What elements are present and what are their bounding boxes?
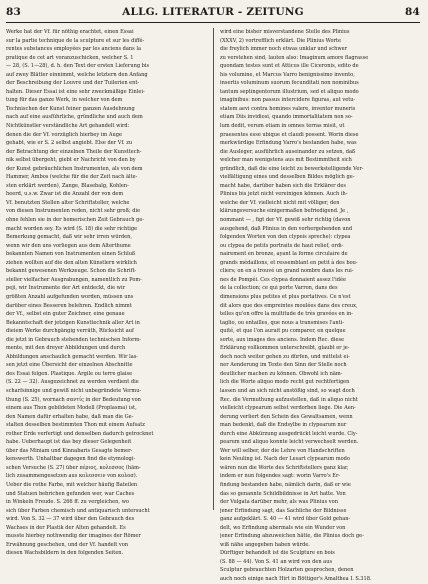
- text-line: sich über Farben chemisch und antiquarisch untersucht: [6, 507, 150, 514]
- text-line: macht habe, darüber haben sich die Erklärer des: [220, 182, 346, 189]
- text-line: dimensions plus petites et plus portatives. Ce n'est: [220, 293, 351, 300]
- text-line: heerd, u.s.w. Zwar ist die Anzahl der von dem: [6, 191, 124, 198]
- left-page-number: 83: [6, 6, 22, 18]
- text-line: habe. Ueberhaupt ist das bey dieser Gelegenheit: [6, 439, 132, 446]
- text-line: statem aevi contra homines valere, inventor muneris: [220, 105, 356, 112]
- text-line: kenswerth. Unhaltbar dagegen find die etymologi-: [6, 456, 136, 463]
- text-line: (S. 22 — 32). Ausgezeichnet zu werden verdient die: [6, 379, 139, 386]
- text-line: Bekanntschaft der jetzigen Kunsttechnik aller Art in: [6, 319, 140, 326]
- text-line: sten erklärt werden), Zange, Blasebalg, Kohlen-: [6, 182, 129, 189]
- text-line: jener Erfindung abzuweichen hätte, die Plinius doch ge-: [220, 533, 364, 540]
- text-line: mente, mit den dreyer Abbildungen und durch: [6, 345, 126, 352]
- text-line: deutlicher machen zu können. Obwohl ich näm-: [220, 370, 343, 377]
- text-line: (XXXV, 2) vortrefflich erklärt. Die Plinius Worte: [220, 37, 341, 44]
- text-line: his volumine, et Marcus Varro benignissimo invento,: [220, 71, 355, 78]
- text-line: des Essai folgen. Plastique. Argile ou terre glaise: [6, 370, 133, 377]
- text-line: welche der Vf. vielleicht nicht mit völliger, den: [220, 199, 340, 206]
- text-line: lich die Worte aliquo modo recht gut rechtfertigen: [220, 379, 350, 386]
- text-line: lich zusammengesetzen aus κολεσσειν von κολοσ).: [6, 473, 138, 480]
- text-line: lum dedit, verum etiam in omnes terras misit, ut: [220, 123, 345, 130]
- text-line: der Betrachtung der einzelnen Theile der Kunsttech-: [6, 148, 142, 155]
- right-text-column: [220, 28, 418, 584]
- text-line: Erklärung vollkommen unterschreibt, glaubt er je-: [220, 345, 350, 352]
- text-line: tung für das ganze Werk, in welcher von dem: [6, 97, 123, 104]
- text-line: die jetzt in Gebrauch stehenden technischen Inform-: [6, 336, 142, 343]
- text-line: Nichtkünstler verständliche Art gehandelt wird:: [6, 123, 130, 130]
- text-line: Dürftiger behandelt ist die Sculpture en bois: [220, 550, 335, 557]
- text-line: schen Versuche (S. 27) über πέριος, κολεσσος (häm-: [6, 464, 141, 471]
- text-line: wenn wir den uns vorliegen aus dem Alterthume: [6, 242, 131, 249]
- text-line: Hammer, Ambos (welche für die der Zeit nach älte-: [6, 174, 138, 181]
- text-line: darüber eines Besseren belehren. Endlich nimmt: [6, 302, 132, 309]
- text-line: halten. Dieser Essai ist eine sehr zweckmäßige Einlei-: [6, 88, 145, 95]
- text-line: wären nun die Worte des Schriftstellers ganz klar,: [220, 464, 349, 471]
- text-line: ohne fehlen sie in der homerischen Zeit Gebrauch ge-: [6, 217, 145, 224]
- header-rule: [6, 22, 420, 23]
- text-line: lassen und an sich nicht anstößig sind, so wagt doch: [220, 387, 355, 394]
- column-divider: [213, 28, 214, 510]
- text-line: etiam Diis invidiosi, quando immortalitatem non so-: [220, 114, 353, 121]
- text-line: peji, wir Instrumente der Art entdeckt, die wir: [6, 285, 126, 292]
- text-line: einem aus Thon gebildeten Modell (Proplasma) ist,: [6, 405, 137, 412]
- text-line: folgenden Worten von den clypeis spreche): clypea: [220, 234, 351, 241]
- text-line: derung verliert den Schein des Gewaltsamen, wenn: [220, 413, 353, 420]
- text-line: denen die der Vf. vorzüglich hierbey im Auge: [6, 131, 122, 138]
- text-line: Sculptur gebrauchten Holzarten gesprochen, denen: [220, 567, 354, 574]
- text-line: die Ausleger, ausführlich auseinander zu setzen, daß: [220, 148, 356, 155]
- text-line: Erwähnung geschehen, und der Vf. handelt von: [6, 541, 129, 548]
- text-line: auch noch einige nach Hirt in Böttiger's Amalthea I. S.318.: [220, 576, 372, 582]
- text-line: ausgehend, daß Plinius in den vorhergehenden und: [220, 225, 353, 232]
- text-line: wird eine bisher misverstandene Stelle des Plinius: [220, 29, 350, 35]
- text-line: diesen Wachsbildern in den folgenden Seiten.: [6, 550, 124, 557]
- text-line: taglio, ou entailles, que nous a transmises l'anti-: [220, 319, 345, 326]
- text-line: sorte, aux images des anciens. Indem Rec. diese: [220, 336, 345, 343]
- text-line: musste hierbey nothwendig der imagines der Römer: [6, 533, 141, 540]
- text-line: das so genannte Schildbildnisse in Art hatte. Von: [220, 490, 346, 497]
- text-line: Wer will selber, der die Lehre von Handschriften: [220, 447, 345, 454]
- text-line: vielfältigung eines und desselben Bildes möglich ge-: [220, 174, 355, 181]
- text-line: Wachses in der Plastik der Alten gehandelt. Es: [6, 524, 126, 531]
- text-line: den Namen dafür erhalten habe, daß man die Ge-: [6, 413, 134, 420]
- text-line: ziehen wollten auf die den alten Künstlern wirklich: [6, 259, 137, 266]
- text-line: Plinius bis jetzt nicht vereinigen können. Auch ih-: [220, 191, 348, 198]
- text-line: und Statuen bebrichen gefunden wer, war Caches: [6, 490, 135, 497]
- text-line: scharfsinnige und gewiß nicht unbegründete Vermu-: [6, 387, 142, 394]
- text-line: klärungsversuche einigermaßen befriedigend. Je ,: [220, 208, 349, 215]
- text-line: gehabt, wie er S. 2 selbst angiebt. Else der Vf. zu: [6, 140, 133, 147]
- text-line: auf zwey Blätter einnimmt, welche letztern den Anfang: [6, 71, 148, 78]
- text-line: größten Anzahl aufgefunden worden, müssen uns: [6, 293, 134, 300]
- running-title: ALLG. LITERATUR - ZEITUNG: [122, 6, 304, 18]
- text-line: — 28, (S. 1—28), d. h. den Text der ersten Lieferung bis: [6, 63, 150, 70]
- text-line: bekannten Namen von Instrumenten einen Schluß: [6, 251, 136, 258]
- text-line: ou clypea de petits portraits de haut relief, ordi-: [220, 242, 344, 249]
- text-line: nach auf eine ausführliche, gründliche und auch dem: [6, 114, 143, 121]
- text-line: delt, wo Erfindung abermals wie ein Wunder von: [220, 524, 346, 531]
- text-line: nairement en bronze, ayant la forme circulaire de: [220, 251, 348, 258]
- text-line: stalten desselben bestimmten Thon mit einem Aufsatz: [6, 422, 145, 429]
- text-line: jener Erfindung sagt, das Sachliche der Bildnisse: [220, 507, 347, 514]
- text-line: Ueber die rothe Farbe, mit welcher häufig Bateilen: [6, 481, 138, 488]
- text-line: durch eine Abkürzung ausgedrückt leicht wurde. Cly-: [220, 430, 358, 437]
- text-line: tantum septingentorum illustrium, sed et aliquo modo: [220, 88, 359, 95]
- text-line: insertis voluminum suorum fecunditati non nominibus: [220, 80, 359, 87]
- text-line: Technischen der Kunst feiner ganzen Ausdehnung: [6, 105, 135, 112]
- text-line: imaginibus: non passus intercidere figuras, aut vetu-: [220, 97, 356, 104]
- text-line: thung (S. 25), wornach σαντίς in der Bedeutung von: [6, 396, 141, 403]
- text-line: rentes substances employées par les anciens dans la: [6, 46, 141, 53]
- text-line: nik selbst übergeht, giebt er Nachricht von den by: [6, 157, 136, 164]
- text-line: Bemerkung gemacht, daß wir sehr irren würden,: [6, 234, 132, 241]
- text-line: die freylich immer noch etwas unklar und schwer: [220, 46, 348, 53]
- text-line: der Vulgata darüber mehr, als was Plinius von: [220, 499, 338, 506]
- text-line: kein Neuling ist. Nach der Lesart clypearum modo: [220, 456, 350, 463]
- text-line: Rec. die Vermuthung aufzustellen, daß in aliquo nicht: [220, 396, 358, 403]
- text-line: nes de Pompéi. Ces clypea donnaient assez l'idée: [220, 276, 346, 283]
- text-line: dieiem Werke durchgängig verräth, Rücksicht auf: [6, 328, 134, 335]
- text-line: sen jetzt eine Übersicht der einzelnen Abschnitte: [6, 362, 133, 369]
- text-line: der Vf., selbst ein guter Zeichner, eine genaue: [6, 311, 125, 318]
- text-line: von diesen Instrumenten reden, nicht sehr groß; die: [6, 208, 141, 215]
- text-line: Werke hat der Vf. für nöthig erachtet, einen Essai: [6, 29, 134, 35]
- text-line: Vf. benutzten Stellen alter Schriftsteller, welche: [6, 199, 130, 206]
- text-line: sur la partie technique de la sculpture et sur les diffé-: [6, 37, 145, 44]
- text-line: indem er nun folgendes sagt: worin Varro's Er-: [220, 473, 341, 480]
- text-line: de la collection; ce qui porte Varron, dans des: [220, 285, 338, 292]
- text-line: welcher man wenigstens aus mit Bestimmtheit sich: [220, 157, 352, 164]
- text-line: doch noch weiter gehen zu dürfen, und mittelst ei-: [220, 353, 350, 360]
- text-line: zu verstehen sind, lauten also: Imaginum amore flagrasse: [220, 54, 369, 61]
- text-line: praesentes esse ubique et claudi possent. Worin diese: [220, 131, 359, 138]
- text-line: ganz aufgeklärt. S. 40 — 41 wird über Gold gehan-: [220, 516, 351, 523]
- text-line: quondam testes sunt et Atticus ille Ciceronis, edito de: [220, 63, 359, 70]
- text-line: findung bestanden habe, nämlich darin, daß er wie: [220, 481, 351, 488]
- text-line: merkwürdige Erfindung Varro's bestanden habe, was: [220, 140, 357, 147]
- right-page-number: 84: [404, 6, 420, 18]
- left-text-column: [6, 28, 204, 558]
- text-line: pearum und aliquo konnte leicht verwechselt werden.: [220, 439, 359, 446]
- text-line: in Winkeln Freude. S. 266 ff. zu vergleichen, wo: [6, 499, 129, 506]
- text-line: Abbildungen anschaulich gemacht werden. Wir las-: [6, 353, 138, 360]
- text-line: ner Aenderung im Texte den Sinn der Stelle noch: [220, 362, 347, 369]
- text-line: vielleicht clypearum selbst verdorben liege. Die Aen-: [220, 405, 356, 412]
- text-line: cliers; on en a trouvé un grand nombre dans les rui-: [220, 268, 354, 275]
- text-line: über das Miniam und Kinnabaris Gesagte bemer-: [6, 447, 133, 454]
- text-line: der Beschreibung der Louvre und der Tuilerien ent-: [6, 80, 140, 87]
- text-line: dit alors que des empreintes moulées dans des creux,: [220, 302, 358, 309]
- text-line: wiß nähe angegeben haben würde.: [220, 541, 310, 548]
- text-line: man bedenkt, daß die Endsylbe in clypearum nur: [220, 422, 347, 429]
- text-line: bekannt gewesenen Werkzeuge. Schon die Schrift-: [6, 268, 137, 275]
- text-line: quité, et que l'on aurait pu comparer, en quelque: [220, 328, 346, 335]
- text-line: grands médaillons, et ressemblant en petit à des bou-: [220, 259, 358, 266]
- text-line: (S. 88 — 44). Von S. 41 an wird von den aus: [220, 558, 333, 565]
- text-line: rother Erde verfertigt und denselben dadurch getrocknet: [6, 430, 154, 437]
- text-line: der Kunst gebräuchlichen Instrumenten, als von dem: [6, 165, 143, 172]
- text-line: telles qu'on offre la multitude de très gravées en in-: [220, 311, 353, 318]
- text-line: nommant — , figt der Vf. gewiß sehr richtig (davon: [220, 217, 351, 224]
- text-line: pratique de cet art voranzuschicken, welcher S. 1: [6, 54, 134, 61]
- text-line: steller vielfacher Ausgrabungen, namentlich zu Pom-: [6, 276, 142, 283]
- text-line: macht worden sey. Es wird (S. 18) die sehr richtige: [6, 225, 138, 232]
- text-line: gründlich, daß die eine leicht zu bewerkstelligende Ver-: [220, 165, 364, 172]
- text-line: wird. Von S. 32 — 37 wird über den Gebrauch des: [6, 516, 135, 523]
